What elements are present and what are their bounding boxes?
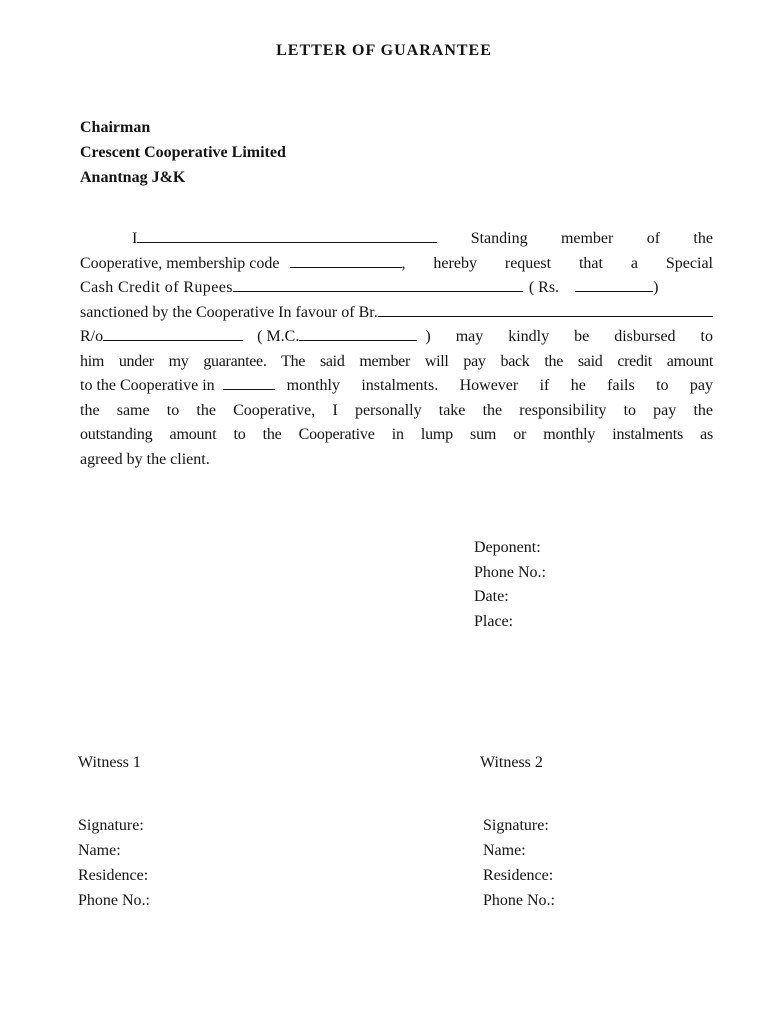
rupees-words-blank[interactable] [233, 277, 523, 292]
addressee-block [80, 115, 286, 190]
body-line-9 [80, 423, 713, 448]
standing-text: Standing [470, 230, 528, 247]
witness-1-signature-label: Signature: [78, 817, 144, 834]
witness-1-heading: Witness 1 [78, 754, 141, 771]
instalments-count-blank[interactable] [223, 375, 275, 390]
witness-2-heading: Witness 2 [480, 754, 543, 771]
deponent-place-label: Place: [474, 612, 514, 630]
body-line-1 [80, 227, 713, 252]
rs-label: ( Rs. [528, 279, 560, 296]
the-text: the [693, 230, 713, 247]
cash-credit-label: Cash Credit of Rupees [80, 279, 233, 296]
body-line-5 [80, 325, 713, 350]
witness-2-fields [483, 813, 555, 913]
body-line-4 [80, 301, 713, 326]
witness-2-signature-label: Signature: [483, 817, 549, 834]
addressee-location: Anantnag J&K [80, 169, 186, 186]
failure-text: monthly instalments. However if he fails to pay [286, 377, 713, 394]
document-title: LETTER OF GUARANTEE [276, 42, 492, 59]
residence-label-inline: R/o [80, 328, 104, 345]
deponent-label: Deponent: [474, 539, 541, 556]
pronoun-text: I [132, 230, 138, 247]
mc-blank[interactable] [299, 326, 417, 341]
membership-code-label: Cooperative, membership code [80, 254, 280, 272]
body-line-2 [80, 252, 713, 277]
of-text: of [646, 230, 661, 247]
body-line-8 [80, 399, 713, 424]
witness-2-name-label: Name: [483, 842, 526, 859]
addressee-title: Chairman [80, 119, 151, 136]
body-line-1-start [80, 227, 437, 252]
membership-code-blank[interactable] [290, 253, 402, 268]
responsibility-text: the same to the Cooperative, I personally take the responsibility to pay the [80, 401, 713, 419]
residence-blank[interactable] [103, 326, 243, 341]
deponent-phone-label: Phone No.: [474, 563, 546, 581]
witness-2-residence-label: Residence: [483, 867, 554, 884]
letter-body [80, 227, 713, 472]
addressee-organization: Crescent Cooperative Limited [80, 144, 286, 161]
outstanding-text: outstanding amount to the Cooperative in lump sum or monthly instalments as [80, 426, 713, 443]
witness-1-phone-label: Phone No.: [78, 892, 150, 909]
close-paren-text: ) [653, 279, 659, 296]
deponent-block [474, 536, 546, 634]
witness-1-residence-label: Residence: [78, 867, 149, 884]
deponent-date-label: Date: [474, 588, 509, 605]
witness-1-fields [78, 813, 150, 913]
mc-label: ( M.C. [257, 328, 300, 345]
body-line-3 [80, 276, 713, 301]
instalments-label: to the Cooperative in [80, 377, 215, 394]
request-text: , hereby request that a Special [401, 254, 713, 272]
body-line-10 [80, 448, 713, 473]
witness-1-name-label: Name: [78, 842, 121, 859]
body-line-6 [80, 350, 713, 375]
member-text: member [560, 230, 614, 247]
disbursed-text: ) may kindly be disbursed to [425, 328, 713, 345]
witness-2-block [480, 750, 555, 913]
rupees-figure-blank[interactable] [575, 277, 653, 292]
agreed-text: agreed by the client. [80, 450, 210, 468]
guarantee-text: him under my guarantee. The said member will pay back the said credit amount [80, 352, 713, 370]
witness-1-block [78, 750, 150, 913]
witness-2-phone-label: Phone No.: [483, 892, 555, 909]
body-line-7 [80, 374, 713, 399]
in-favour-label: sanctioned by the Cooperative In favour of Br. [80, 303, 378, 321]
guarantor-name-blank[interactable] [137, 228, 437, 243]
beneficiary-name-blank[interactable] [378, 302, 713, 317]
